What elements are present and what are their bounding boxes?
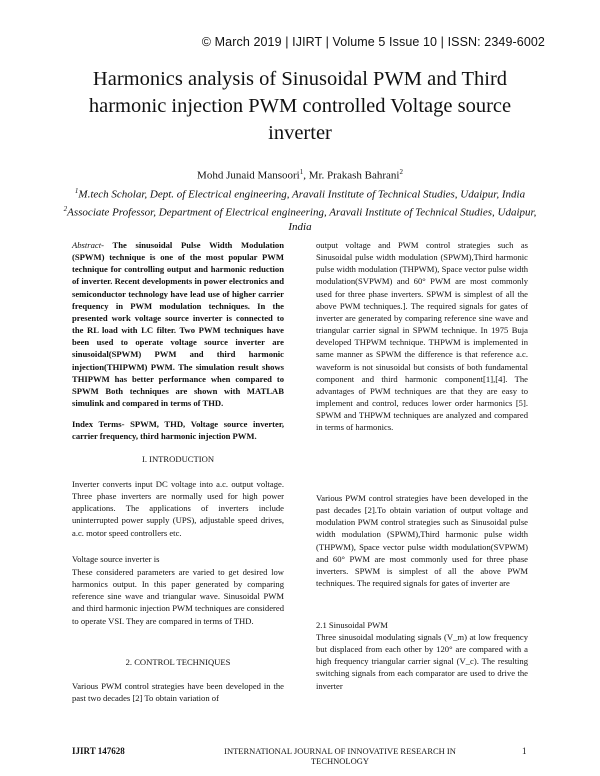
index-terms: Index Terms- SPWM, THD, Voltage source inverter, carrier frequency, third harmonic injection PWM.	[72, 419, 284, 442]
author-separator: ,	[303, 169, 309, 182]
abstract	[72, 239, 284, 409]
affiliation-1-text: M.tech Scholar, Dept. of Electrical engineering, Aravali Institute of Technical Studies, Udaipur, India	[78, 188, 526, 201]
affiliation-2	[62, 202, 538, 234]
intro-paragraph-2-head: Voltage source inverter is	[72, 554, 160, 564]
footer-page-number: 1	[522, 746, 527, 756]
right-paragraph-1: output voltage and PWM control strategies such as Sinusoidal pulse width modulation (SPWM),Third harmonic pulse width modulation (THPWM), Space vector pulse width modulation(SVPWM) and 60° PWM are most commonly used for three phase inverters. SPWM is simplest of all the above PWM techniques.]. The required signals for gates of inverter are generated by comparing reference sine wave and triangular carrier signal in SPWM technique. In 1975 Buja developed THPWM technique. THPWM is implemented in same manner as SPWM the difference is that reference a.c. waveform is not sinusoidal but consists of both fundamental component and third harmonic component[1],[4]. The advantages of PWM techniques are that they are easy to implement and control, reduces lower order harmonics [5]. SPWM and THPWM techniques are analyzed and compared in terms of harmonics.	[316, 240, 528, 433]
footer-paper-id: IJIRT 147628	[72, 746, 125, 756]
author-2: Mr. Prakash Bahrani	[308, 169, 400, 182]
subsection-sinusoidal-pwm-heading: 2.1 Sinusoidal PWM	[316, 620, 388, 630]
author-line	[0, 168, 600, 182]
affiliation-1-sup: 1	[74, 187, 79, 195]
journal-header: © March 2019 | IJIRT | Volume 5 Issue 10 | ISSN: 2349-6002	[201, 35, 545, 49]
right-paragraph-2: Various PWM control strategies have been developed in the past decades [2].To obtain variation of output voltage and modulation PWM control strategies such as Sinusoidal pulse width modulation (SPWM),Third harmonic pulse width (THPWM), Space vector pulse width modulation(SVPWM) and 60° PWM are most commonly used for three phase inverters. SPWM is simplest of all the above PWM techniques. The required signals for gates of inverter are	[316, 493, 528, 589]
control-paragraph-1: Various PWM control strategies have been developed in the past two decades [2] To obtain variation of	[72, 681, 284, 704]
affiliation-2-text: Associate Professor, Department of Electrical engineering, Aravali Institute of Technical Studies, Udaipur, India	[67, 206, 537, 233]
intro-paragraph-1: Inverter converts input DC voltage into a.c. output voltage. Three phase inverters are normally used for high power applications. The applications of inverters include uninterrupted power supply (UPS), adjustable speed drives, a.c. motor speed controllers etc.	[72, 479, 284, 538]
abstract-label: Abstract-	[72, 240, 104, 250]
footer-journal-name: INTERNATIONAL JOURNAL OF INNOVATIVE RESEARCH IN TECHNOLOGY	[224, 746, 456, 766]
author-1-sup: 1	[299, 168, 304, 176]
author-2-sup: 2	[399, 168, 403, 176]
paper-title: Harmonics analysis of Sinusoidal PWM and Third harmonic injection PWM controlled Voltage source inverter	[88, 68, 512, 144]
sinusoidal-pwm-paragraph: Three sinusoidal modulating signals (V_m) at low frequency but displaced from each other by 120° are compared with a high frequency triangular carrier signal (V_c). The resulting switching signals from each comparator are used to drive the inverter	[316, 632, 528, 691]
author-1: Mohd Junaid Mansoori	[197, 169, 300, 182]
abstract-text: The sinusoidal Pulse Width Modulation (SPWM) technique is one of the most popular PWM technique for controlling output and harmonic reduction of inverter. Recent developments in power electronics and semiconductor technology have lead use of higher carrier frequency in PWM modulation techniques. In the presented work voltage source inverter is connected to the RL load with LC filter. Two PWM techniques have been used to operate voltage source inverter are sinusoidal(SPWM) PWM and third harmonic injection(THIPWM) PWM. The simulation result shows THIPWM has better performance when compared to SPWM Both techniques are shown with MATLAB simulink and compared in terms of THD.	[72, 240, 284, 409]
affiliation-1	[62, 184, 538, 202]
affiliation-2-sup: 2	[63, 205, 68, 213]
section-introduction-heading: I. INTRODUCTION	[141, 454, 215, 464]
section-control-techniques-heading: 2. CONTROL TECHNIQUES	[125, 657, 231, 667]
intro-paragraph-2: These considered parameters are varied to get desired low harmonics output. In this paper generated by comparing reference sine wave and triangular wave. Sinusoidal PWM and third harmonic injection PWM techniques are considered to operate VSI. They are compared in terms of THD.	[72, 567, 284, 626]
